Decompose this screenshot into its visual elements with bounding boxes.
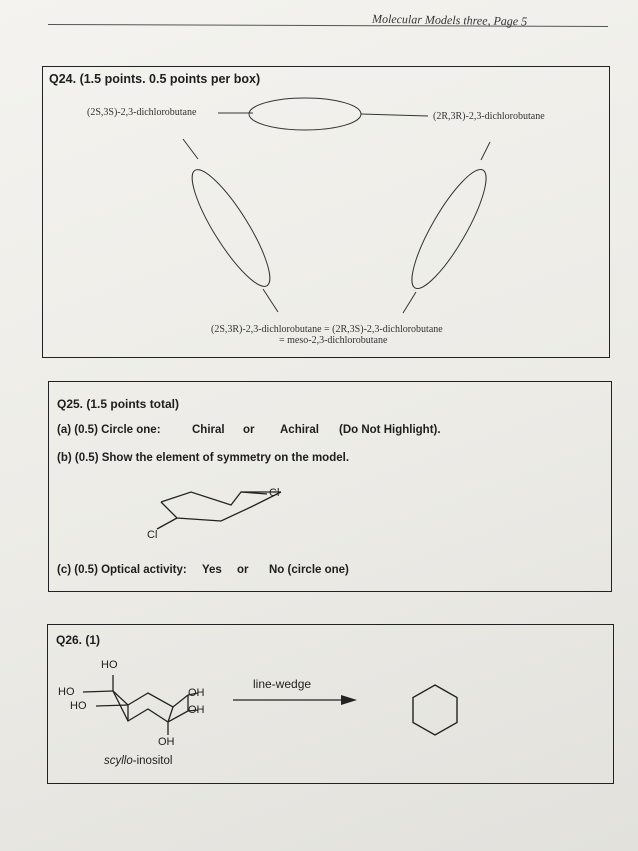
oh-right-label-2: OH <box>188 704 205 716</box>
arrow-label: line-wedge <box>253 677 312 691</box>
page-header: Molecular Models three, Page 5 <box>371 11 528 29</box>
right-isomer-label: (2R,3R)-2,3-dichlorobutane <box>433 111 545 122</box>
ho-left-label-2: HO <box>70 700 87 712</box>
ho-left-label-1: HO <box>58 686 75 698</box>
cl-label-bottom: Cl <box>147 529 158 541</box>
oh-bottom-label: OH <box>158 736 175 748</box>
meso-label-line2: = meso-2,3-dichlorobutane <box>279 335 388 346</box>
right-lower-connector <box>403 292 416 313</box>
compound-name-prefix: scyllo <box>104 755 133 767</box>
q25-title: Q25. (1.5 points total) <box>57 397 180 411</box>
part-a-prefix: (a) (0.5) Circle one: <box>57 424 161 436</box>
left-upper-connector <box>183 139 198 159</box>
right-answer-oval[interactable] <box>400 162 497 297</box>
meso-label-line1: (2S,3R)-2,3-dichlorobutane = (2R,3S)-2,3-dichlorobutane <box>211 324 443 335</box>
dichlorocyclohexane-chair <box>149 480 349 550</box>
achiral-option[interactable]: Achiral <box>280 424 319 436</box>
top-right-connector <box>361 114 428 116</box>
question-24-box <box>42 66 610 358</box>
yes-option[interactable]: Yes <box>202 564 222 576</box>
part-a-or: or <box>243 424 255 436</box>
cl-label-right: Cl <box>269 487 280 499</box>
part-c-or: or <box>237 564 249 576</box>
ho-top-label: HO <box>101 659 118 671</box>
top-answer-oval[interactable] <box>249 98 361 130</box>
chiral-option[interactable]: Chiral <box>192 424 225 436</box>
oh-right-label-1: OH <box>188 687 205 699</box>
q24-diagram <box>43 67 609 357</box>
q24-title: Q24. (1.5 points. 0.5 points per box) <box>49 72 261 86</box>
part-c-prefix: (c) (0.5) Optical activity: <box>57 564 187 576</box>
do-not-highlight-note: (Do Not Highlight). <box>339 424 441 436</box>
left-isomer-label: (2S,3S)-2,3-dichlorobutane <box>87 107 197 118</box>
question-26-box <box>47 624 614 784</box>
left-answer-oval[interactable] <box>181 161 282 294</box>
q25-part-b: (b) (0.5) Show the element of symmetry on the model. <box>57 452 350 464</box>
no-option[interactable]: No (circle one) <box>269 564 349 576</box>
cyclohexane-template-hexagon[interactable] <box>405 680 465 740</box>
compound-name <box>104 755 172 767</box>
compound-name-suffix: -inositol <box>132 755 173 767</box>
q26-title: Q26. (1) <box>56 633 101 647</box>
left-lower-connector <box>263 289 278 312</box>
right-upper-connector <box>481 142 490 160</box>
reaction-arrow <box>231 690 371 710</box>
question-25-box <box>48 381 612 592</box>
